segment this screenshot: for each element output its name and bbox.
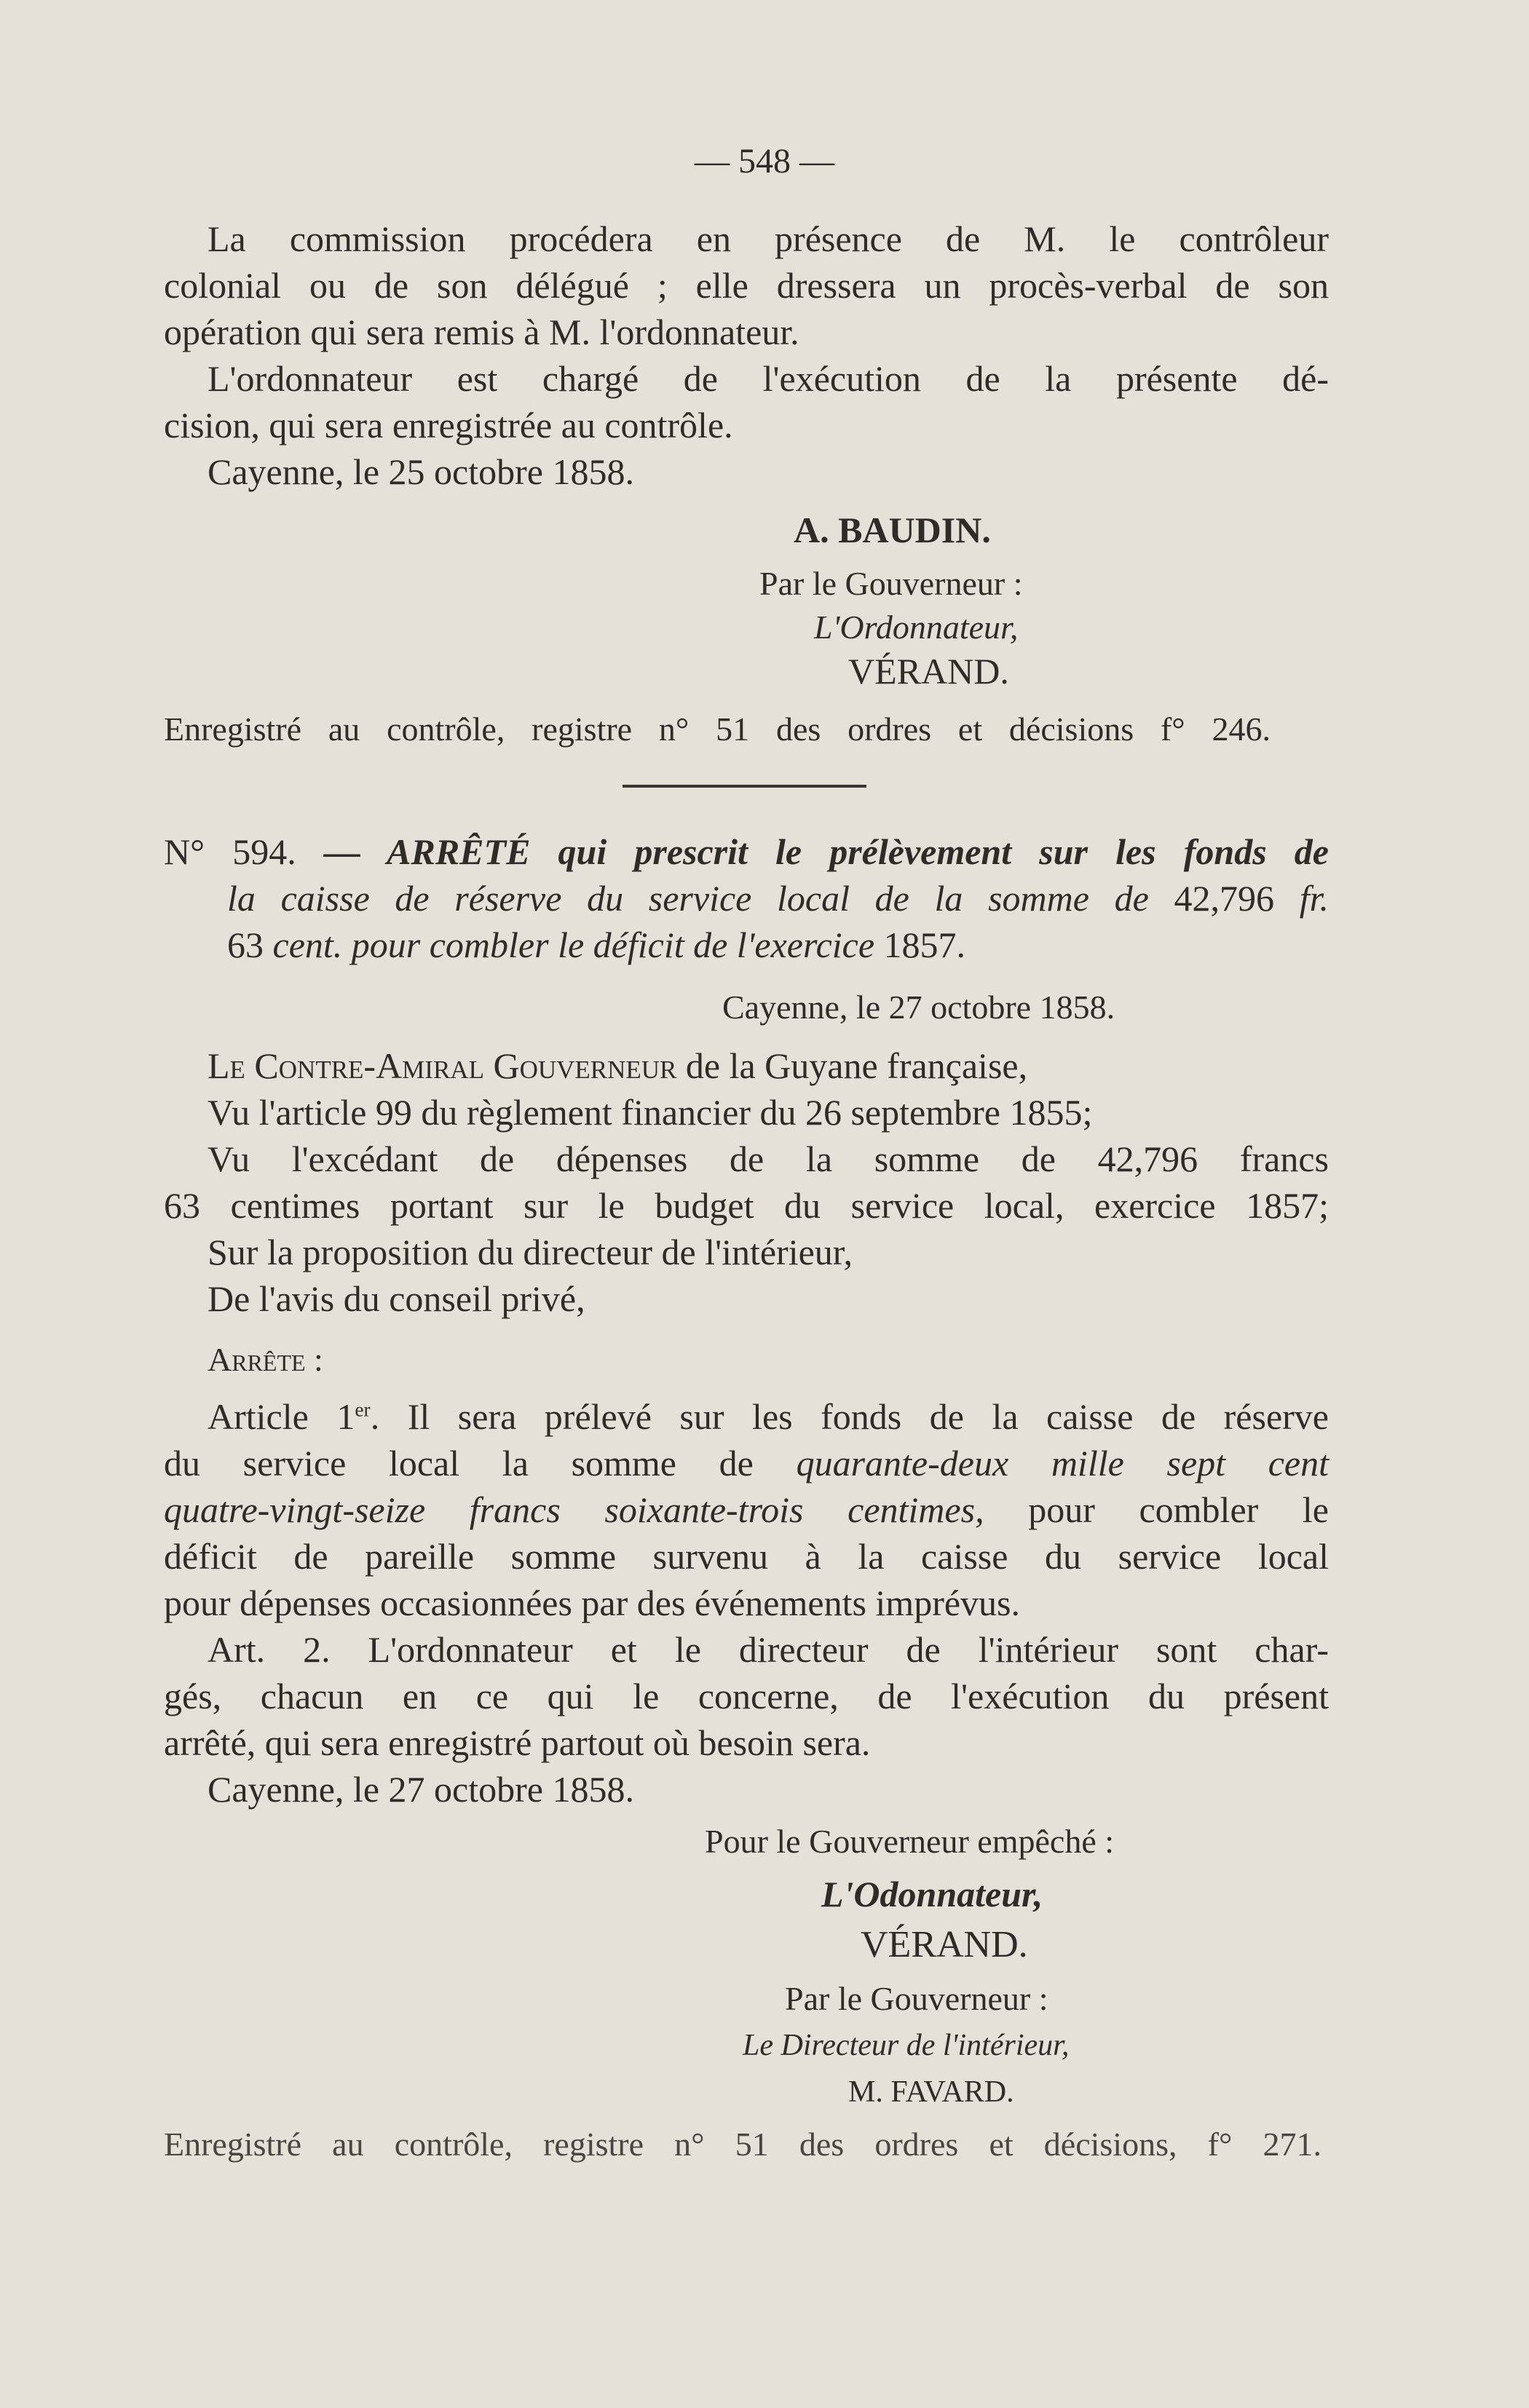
article-2-line: arrêté, qui sera enregistré partout où besoin sera. — [164, 1722, 871, 1763]
article-1-line-1 — [208, 1395, 1329, 1438]
arrete-title-text: — ARRÊTÉ qui prescrit le prélèvement sur les fonds de — [296, 831, 1329, 872]
par-le-gouverneur: Par le Gouverneur : — [759, 565, 1023, 602]
article-1-line-5: pour dépenses occasionnées par des événements imprévus. — [164, 1583, 1021, 1623]
page-number: — 548 — — [695, 142, 834, 181]
arrete-title-line-2 — [227, 876, 1329, 920]
closing-date: Cayenne, le 27 octobre 1858. — [208, 1769, 634, 1810]
separator-rule — [623, 785, 866, 788]
title-text: cent. pour combler le déficit de l'exercice — [264, 924, 884, 965]
signer-verand: VÉRAND. — [848, 651, 1009, 692]
registration-note: Enregistré au contrôle, registre n° 51 des ordres et décisions f° 246. — [164, 710, 1271, 748]
text-line: 63 centimes portant sur le budget du service local, exercice 1857; — [164, 1185, 1329, 1226]
place-date: Cayenne, le 25 octobre 1858. — [208, 451, 634, 492]
title-unit: fr. — [1274, 878, 1329, 919]
title-amount: 42,796 — [1174, 878, 1275, 919]
role-ordonnateur: L'Ordonnateur, — [814, 609, 1019, 646]
article-1-text: pour combler le — [984, 1489, 1329, 1530]
arrete-place-date: Cayenne, le 27 octobre 1858. — [722, 989, 1115, 1026]
arrete-title-line-3 — [227, 923, 965, 967]
title-cents: 63 — [227, 924, 264, 965]
arrete-title-line-1 — [164, 830, 1329, 874]
authority-rest: de la Guyane française, — [676, 1045, 1028, 1086]
article-1-amount: quatre-vingt-seize francs soixante-trois centimes, — [164, 1489, 984, 1530]
signer-favard: M. FAVARD. — [848, 2075, 1014, 2109]
article-1-sup: er — [355, 1398, 371, 1421]
article-1-label: Article 1 — [208, 1396, 355, 1437]
article-1-text: du service local la somme de — [164, 1443, 797, 1484]
text-line: Sur la proposition du directeur de l'intérieur, — [208, 1232, 853, 1272]
article-2-line: gés, chacun en ce qui le concerne, de l'exécution du présent — [164, 1676, 1329, 1716]
article-1-line-4: déficit de pareille somme survenu à la caisse du service local — [164, 1536, 1329, 1577]
arrete-number: N° 594. — [164, 831, 296, 872]
authority-title: Le Contre-Amiral Gouverneur — [208, 1045, 677, 1086]
title-text: la caisse de réserve du service local de la somme de — [227, 878, 1174, 919]
signer-verand-2: VÉRAND. — [861, 1924, 1028, 1965]
article-1-line-2 — [164, 1441, 1329, 1485]
article-1-amount: quarante-deux mille sept cent — [796, 1443, 1329, 1484]
title-year: 1857. — [883, 924, 966, 965]
par-le-gouverneur-2: Par le Gouverneur : — [785, 1980, 1048, 2017]
article-1-line-3 — [164, 1488, 1329, 1532]
text-line: opération qui sera remis à M. l'ordonnateur. — [164, 312, 799, 352]
role-odonnateur: L'Odonnateur, — [821, 1874, 1043, 1914]
text-line: La commission procédera en présence de M. le contrôleur — [208, 218, 1329, 259]
role-directeur-interieur: Le Directeur de l'intérieur, — [743, 2029, 1070, 2062]
article-2-line: Art. 2. L'ordonnateur et le directeur de l'intérieur sont char- — [208, 1629, 1329, 1670]
text-line: Vu l'article 99 du règlement financier du 26 septembre 1855; — [208, 1092, 1093, 1133]
pour-le-gouverneur: Pour le Gouverneur empêché : — [705, 1823, 1115, 1860]
text-line: cision, qui sera enregistrée au contrôle. — [164, 405, 733, 445]
text-line: colonial ou de son délégué ; elle dressera un procès-verbal de son — [164, 265, 1329, 306]
authority-line — [208, 1044, 1027, 1088]
registration-note-2: Enregistré au contrôle, registre n° 51 des ordres et décisions, f° 271. — [164, 2126, 1321, 2163]
text-line: L'ordonnateur est chargé de l'exécution de la présente dé- — [208, 358, 1329, 399]
arrete-heading: Arrête : — [208, 1341, 323, 1378]
text-line: De l'avis du conseil privé, — [208, 1278, 585, 1319]
article-1-text: . Il sera prélevé sur les fonds de la caisse de réserve — [370, 1396, 1329, 1437]
signature-baudin: A. BAUDIN. — [794, 510, 991, 550]
text-line: Vu l'excédant de dépenses de la somme de 42,796 francs — [208, 1138, 1329, 1179]
